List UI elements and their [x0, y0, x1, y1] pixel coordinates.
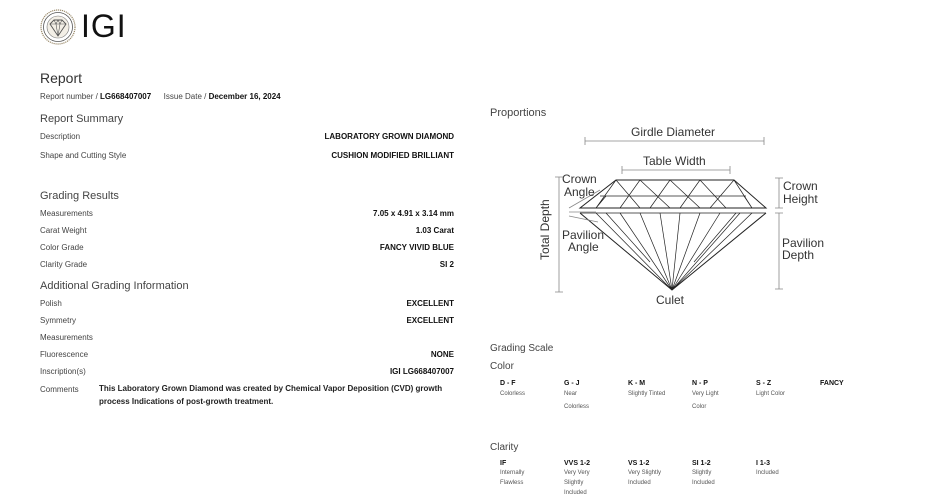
grade-desc: Very Slightly: [628, 470, 662, 476]
row-label: Color Grade: [40, 243, 84, 252]
grade-code: FANCY: [820, 380, 844, 387]
proportions-diagram: [530, 118, 850, 313]
row-label: Carat Weight: [40, 226, 87, 235]
grade-desc: Very Light: [692, 391, 719, 397]
clarity-grade-vs: [628, 460, 688, 488]
row-label: Shape and Cutting Style: [40, 151, 127, 160]
row-label: Polish: [40, 299, 62, 308]
diamond-outline: [580, 180, 766, 208]
issue-date-label: Issue Date /: [163, 92, 209, 101]
crown-height-label-line2: Height: [783, 192, 818, 206]
grade-desc: Color: [692, 403, 707, 410]
culet-label: Culet: [656, 293, 685, 307]
grade-desc: Included: [756, 470, 779, 476]
row-label: Measurements: [40, 209, 93, 218]
grade-code: K - M: [628, 380, 646, 387]
grade-desc: Colorless: [564, 403, 590, 410]
summary-row-shape: [40, 151, 454, 163]
grade-desc: Colorless: [500, 391, 526, 397]
color-scale-heading: Color: [490, 361, 514, 372]
row-value: NONE: [430, 350, 454, 359]
grade-code: D - F: [500, 380, 516, 387]
grade-code: VS 1-2: [628, 460, 650, 467]
row-value: LABORATORY GROWN DIAMOND: [324, 132, 454, 141]
summary-row-description: [40, 132, 454, 144]
grade-desc: Slightly: [692, 470, 712, 476]
clarity-grade-i: [756, 460, 816, 478]
table-width-label: Table Width: [643, 154, 706, 168]
igi-logo-text: IGI: [81, 8, 127, 44]
grading-row-measurements: [40, 209, 454, 221]
row-value: CUSHION MODIFIED BRILLIANT: [331, 151, 454, 160]
pavilion-angle-label-line1: Pavilion: [562, 228, 605, 242]
row-value: 7.05 x 4.91 x 3.14 mm: [373, 209, 454, 218]
comments-text: This Laboratory Grown Diamond was created by Chemical Vapor Deposition (CVD) growth process Indications of post-growth treatment.: [99, 384, 443, 406]
additional-info-heading: Additional Grading Information: [40, 280, 189, 292]
color-grade-fancy: [820, 380, 880, 387]
grade-desc: Included: [692, 480, 715, 486]
grade-desc: Slightly: [564, 480, 584, 486]
row-label: Symmetry: [40, 316, 76, 325]
issue-date: December 16, 2024: [208, 92, 281, 101]
report-title: Report: [40, 70, 83, 86]
row-value: 1.03 Carat: [415, 226, 454, 235]
additional-row-polish: [40, 299, 454, 311]
row-label: Fluorescence: [40, 350, 89, 359]
comments-label: Comments: [40, 385, 79, 394]
grade-code: G - J: [564, 380, 580, 387]
grade-code: N - P: [692, 380, 708, 387]
grade-desc: Included: [628, 480, 651, 486]
clarity-grade-vvs: [564, 460, 624, 498]
row-label: Description: [40, 132, 81, 141]
clarity-grade-si: [692, 460, 752, 488]
proportions-heading: Proportions: [490, 107, 547, 119]
pavilion-angle-label-line2: Angle: [568, 240, 599, 254]
grade-code: IF: [500, 460, 507, 467]
grade-code: S - Z: [756, 380, 772, 387]
grading-row-carat: [40, 226, 454, 238]
additional-row-fluorescence: [40, 350, 454, 362]
color-grade-k-m: [628, 380, 688, 401]
grade-desc: Included: [564, 490, 587, 496]
report-meta: [40, 92, 281, 101]
grade-code: I 1-3: [756, 460, 771, 467]
grade-code: VVS 1-2: [564, 460, 591, 467]
color-grade-g-j: [564, 380, 624, 413]
total-depth-label: Total Depth: [538, 199, 552, 260]
row-value: SI 2: [439, 260, 454, 269]
crown-height-label-line1: Crown: [783, 179, 818, 193]
clarity-scale-heading: Clarity: [490, 442, 519, 453]
grading-row-color: [40, 243, 454, 255]
row-label: Measurements: [40, 333, 93, 342]
row-label: Clarity Grade: [40, 260, 88, 269]
report-number-label: Report number /: [40, 92, 101, 101]
crown-angle-label-line2: Angle: [564, 185, 595, 199]
crown-angle-label-line1: Crown: [562, 172, 597, 186]
crown-height-dimension: [775, 178, 783, 208]
additional-row-measurements: [40, 333, 454, 345]
additional-row-inscription: [40, 367, 454, 379]
grade-desc: Near: [564, 391, 578, 397]
grade-desc: Internally: [500, 470, 525, 476]
report-number: LG668407007: [100, 92, 152, 101]
row-value: EXCELLENT: [406, 299, 454, 308]
grade-desc: Flawless: [500, 480, 524, 486]
color-grade-d-f: [500, 380, 560, 401]
additional-row-symmetry: [40, 316, 454, 328]
color-grade-s-z: [756, 380, 816, 401]
grade-desc: Light Color: [756, 391, 786, 397]
girdle-diameter-label: Girdle Diameter: [631, 125, 716, 139]
grade-desc: Slightly Tinted: [628, 391, 666, 397]
igi-seal-logo: [40, 9, 76, 45]
report-summary-heading: Report Summary: [40, 113, 124, 125]
row-value: EXCELLENT: [406, 316, 454, 325]
grading-results-heading: Grading Results: [40, 190, 119, 202]
grade-desc: Very Very: [564, 470, 590, 476]
row-value: IGI LG668407007: [389, 367, 454, 376]
grade-code: SI 1-2: [692, 460, 711, 467]
color-grade-n-p: [692, 380, 752, 413]
clarity-grade-if: [500, 460, 560, 488]
grading-row-clarity: [40, 260, 454, 272]
row-label: Inscription(s): [40, 367, 86, 376]
row-value: FANCY VIVID BLUE: [379, 243, 454, 252]
pavilion-depth-label-line2: Depth: [782, 248, 815, 262]
grading-scale-heading: Grading Scale: [490, 343, 554, 354]
pavilion-depth-label-line1: Pavilion: [782, 236, 825, 250]
